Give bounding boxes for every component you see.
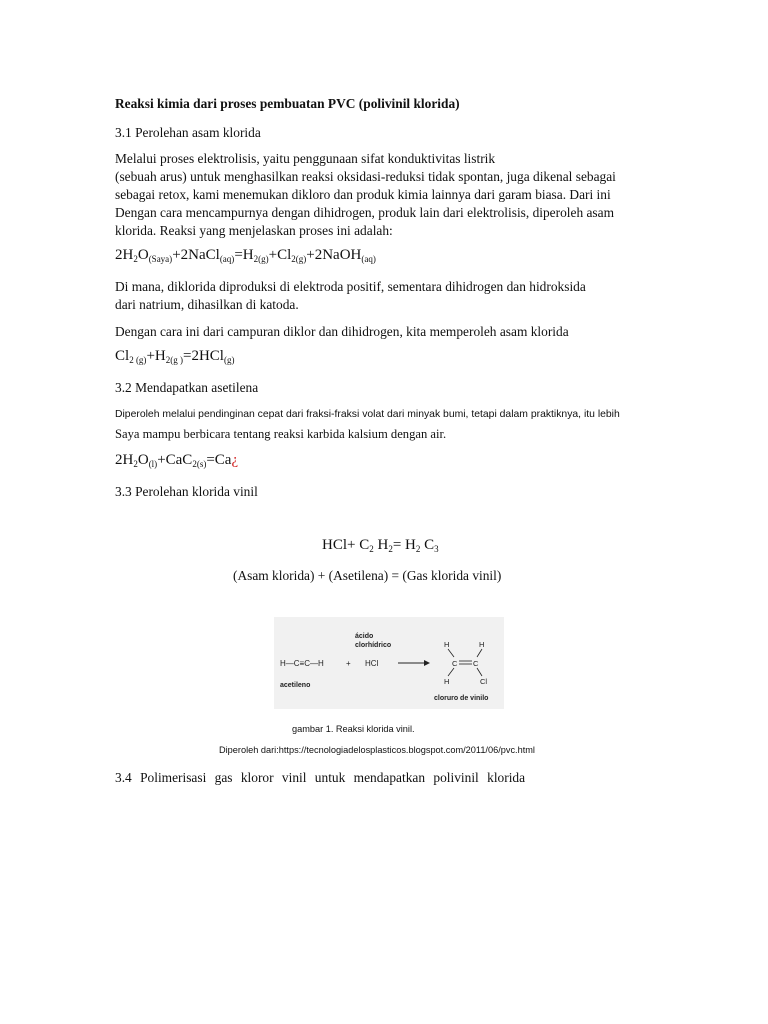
paragraph-line: (sebuah arus) untuk menghasilkan reaksi oksidasi-reduksi tidak spontan, juga dikenal sebagai (115, 169, 616, 184)
equation-vinyl-chloride: $HCl+ C_2$ $H_2= H_2$ $C_3$ (322, 537, 439, 554)
label-clorhidrico: clorhídrico (355, 642, 392, 649)
section-3-2-heading: 3.2 Mendapatkan asetilena (115, 380, 259, 395)
hcl-reagent: HCl (365, 659, 379, 668)
atom-h: H (479, 640, 485, 649)
plus-sign: + (346, 659, 351, 668)
reaction-figure (274, 617, 504, 709)
label-acido: ácido (355, 633, 374, 640)
label-acetileno: acetileno (280, 682, 311, 689)
paragraph-line: Dengan cara ini dari campuran diklor dan dihidrogen, kita memperoleh asam klorida (115, 324, 569, 339)
reaction-diagram (274, 617, 504, 709)
document-title: Reaksi kimia dari proses pembuatan PVC (polivinil klorida) (115, 96, 460, 111)
acetylene-formula: H—C≡C—H (280, 659, 324, 668)
section-3-1-heading: 3.1 Perolehan asam klorida (115, 125, 261, 140)
figure-source: Diperoleh dari:https://tecnologiadelosplasticos.blogspot.com/2011/06/pvc.html (219, 745, 535, 755)
bond (477, 668, 482, 676)
figure-caption: gambar 1. Reaksi klorida vinil. (292, 724, 415, 734)
paragraph-line: Diperoleh melalui pendinginan cepat dari fraksi-fraksi volat dari minyak bumi, tetapi dalam praktiknya, itu lebih (115, 409, 620, 420)
equation-acetylene: $2H_2O_{(l)}+CaC_{2(s)}=Ca¿$ (115, 452, 239, 469)
equation-words: (Asam klorida) + (Asetilena) = (Gas klorida vinil) (233, 568, 502, 583)
bond (477, 649, 482, 657)
reaction-arrow-head (424, 660, 430, 666)
atom-h: H (444, 640, 450, 649)
equation-hcl: $Cl_{2 (g)}+H_{2(g )}=2HCl_{(g)}$ (115, 348, 235, 365)
paragraph-line: klorida. Reaksi yang menjelaskan proses ini adalah: (115, 223, 393, 238)
atom-c: C (452, 659, 458, 668)
bond (448, 649, 454, 657)
label-cloruro-de-vinilo: cloruro de vinilo (434, 695, 489, 702)
bond (448, 668, 454, 676)
paragraph-line: Dengan cara mencampurnya dengan dihidrogen, produk lain dari elektrolisis, diperoleh asam (115, 205, 615, 220)
paragraph-line: Saya mampu berbicara tentang reaksi karbida kalsium dengan air. (115, 427, 447, 441)
atom-cl: Cl (480, 677, 488, 686)
atom-h: H (444, 677, 450, 686)
paragraph-line: Melalui proses elektrolisis, yaitu penggunaan sifat konduktivitas listrik (115, 151, 496, 166)
paragraph-line: Di mana, diklorida diproduksi di elektroda positif, sementara dihidrogen dan hidroksida (115, 279, 586, 294)
paragraph-line: sebagai retox, kami menemukan dikloro dan produk kimia lainnya dari garam biasa. Dari ini (115, 187, 611, 202)
section-3-3-heading: 3.3 Perolehan klorida vinil (115, 484, 258, 499)
section-3-4-heading: 3.4 Polimerisasi gas kloror vinil untuk mendapatkan polivinil klorida (115, 770, 526, 785)
atom-c: C (473, 659, 479, 668)
paragraph-line: dari natrium, dihasilkan di katoda. (115, 297, 299, 312)
equation-electrolysis: $2H_2O_{(Saya)}+2NaCl_{(aq)}=H_{2(g)}+Cl_{2(g)}+2NaOH_{(aq)}$ (115, 247, 376, 264)
